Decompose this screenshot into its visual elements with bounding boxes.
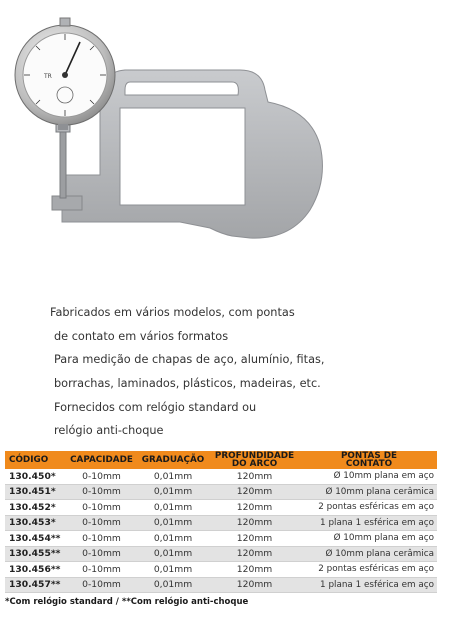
description-line: Fornecidos com relógio standard ou <box>54 401 257 414</box>
cell-code: 130.454** <box>5 531 65 547</box>
cell-capacity: 0-10mm <box>65 577 138 593</box>
header-depth-line1: PROFUNDIDADE <box>214 451 295 461</box>
cell-depth: 120mm <box>208 484 301 500</box>
header-graduation: GRADUAÇÃO <box>138 451 208 469</box>
cell-code: 130.456** <box>5 562 65 578</box>
cell-code: 130.450* <box>5 469 65 484</box>
cell-code: 130.453* <box>5 515 65 531</box>
cell-tips: Ø 10mm plana cerâmica <box>301 546 437 562</box>
gauge-anvil <box>52 196 82 210</box>
table-footnote: *Com relógio standard / **Com relógio anti-choque <box>5 597 249 607</box>
cell-capacity: 0-10mm <box>65 562 138 578</box>
cell-code: 130.457** <box>5 577 65 593</box>
cell-code: 130.455** <box>5 546 65 562</box>
cell-depth: 120mm <box>208 577 301 593</box>
cell-depth: 120mm <box>208 546 301 562</box>
header-tips <box>301 451 437 469</box>
header-depth <box>208 451 301 469</box>
cell-depth: 120mm <box>208 531 301 547</box>
cell-graduation: 0,01mm <box>138 500 208 516</box>
table-row <box>5 515 437 531</box>
cell-capacity: 0-10mm <box>65 500 138 516</box>
cell-graduation: 0,01mm <box>138 469 208 484</box>
table-row <box>5 500 437 516</box>
table-header-row <box>5 451 437 469</box>
cell-depth: 120mm <box>208 500 301 516</box>
cell-code: 130.452* <box>5 500 65 516</box>
cell-graduation: 0,01mm <box>138 515 208 531</box>
cell-graduation: 0,01mm <box>138 562 208 578</box>
header-tips-line1: PONTAS DE <box>340 451 398 461</box>
header-depth-line2: DO ARCO <box>231 459 278 469</box>
cell-tips: Ø 10mm plana em aço <box>301 469 437 484</box>
dial-brand-logo: TR <box>44 73 52 80</box>
cell-tips: Ø 10mm plana cerâmica <box>301 484 437 500</box>
cell-capacity: 0-10mm <box>65 469 138 484</box>
description-line: relógio anti-choque <box>54 424 164 437</box>
cell-tips: 1 plana 1 esférica em aço <box>301 515 437 531</box>
cell-graduation: 0,01mm <box>138 577 208 593</box>
table-row <box>5 469 437 484</box>
cell-capacity: 0-10mm <box>65 546 138 562</box>
cell-capacity: 0-10mm <box>65 515 138 531</box>
cell-graduation: 0,01mm <box>138 531 208 547</box>
header-capacity: CAPACIDADE <box>65 451 138 469</box>
cell-capacity: 0-10mm <box>65 531 138 547</box>
cell-graduation: 0,01mm <box>138 484 208 500</box>
gauge-spindle <box>60 130 66 198</box>
table-row <box>5 546 437 562</box>
cell-capacity: 0-10mm <box>65 484 138 500</box>
header-code: CÓDIGO <box>5 451 65 469</box>
table-row <box>5 531 437 547</box>
cell-depth: 120mm <box>208 469 301 484</box>
header-tips-line2: CONTATO <box>345 459 393 469</box>
description-line: borrachas, laminados, plásticos, madeiras, etc. <box>54 377 321 390</box>
table-row <box>5 577 437 593</box>
spec-table <box>5 451 437 593</box>
description-line: de contato em vários formatos <box>54 330 229 343</box>
cell-tips: Ø 10mm plana em aço <box>301 531 437 547</box>
cell-tips: 2 pontas esféricas em aço <box>301 500 437 516</box>
thickness-gauge-image <box>0 0 455 290</box>
table-row <box>5 484 437 500</box>
description-line: Para medição de chapas de aço, alumínio, fitas, <box>54 353 325 366</box>
table-row <box>5 562 437 578</box>
cell-depth: 120mm <box>208 562 301 578</box>
cell-graduation: 0,01mm <box>138 546 208 562</box>
description-line: Fabricados em vários modelos, com pontas <box>50 306 295 319</box>
cell-tips: 2 pontas esféricas em aço <box>301 562 437 578</box>
cell-depth: 120mm <box>208 515 301 531</box>
cell-code: 130.451* <box>5 484 65 500</box>
cell-tips: 1 plana 1 esférica em aço <box>301 577 437 593</box>
